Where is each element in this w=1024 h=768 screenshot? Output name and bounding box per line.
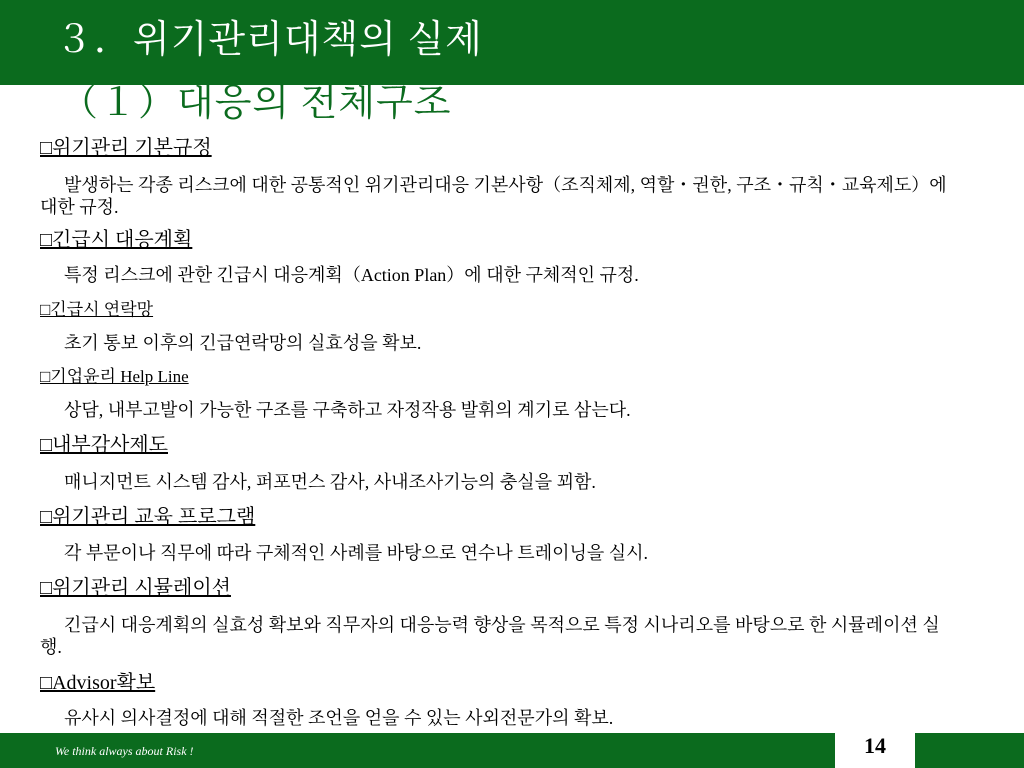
page-number: 14 (864, 733, 886, 758)
section-heading-emergency-plan: □긴급시 대응계획 (40, 229, 193, 251)
section-body-advisor: 유사시 의사결정에 대해 적절한 조언을 얻을 수 있는 사외전문가의 확보. (64, 708, 614, 728)
section-heading-internal-audit: □내부감사제도 (40, 434, 168, 456)
slide-title: ３．위기관리대책의 실제 (55, 19, 483, 61)
section-heading-ethics-helpline: □기업윤리 Help Line (40, 367, 189, 386)
section-body-education-program: 각 부문이나 직무에 따라 구체적인 사례를 바탕으로 연수나 트레이닝을 실시. (64, 543, 649, 563)
section-heading-basic-rules: □위기관리 기본규정 (40, 137, 212, 159)
section-body-simulation: 긴급시 대응계획의 실효성 확보와 직무자의 대응능력 향상을 목적으로 특정 시나리오를 바탕으로 한 시뮬레이션 실행. (40, 615, 940, 657)
section-body-contact-network: 초기 통보 이후의 긴급연락망의 실효성을 확보. (64, 333, 422, 353)
section-heading-contact-network: □긴급시 연락망 (40, 300, 154, 319)
footer-tagline: We think always about Risk ! (55, 744, 194, 758)
section-heading-simulation: □위기관리 시뮬레이션 (40, 577, 231, 599)
section-heading-advisor: □Advisor확보 (40, 672, 156, 694)
section-body-ethics-helpline: 상담, 내부고발이 가능한 구조를 구축하고 자정작용 발휘의 계기로 삼는다. (64, 400, 631, 420)
section-body-internal-audit: 매니지먼트 시스템 감사, 퍼포먼스 감사, 사내조사기능의 충실을 꾀함. (64, 472, 596, 492)
slide-subtitle: （１）대응의 전체구조 (60, 82, 452, 124)
footer-bar-right (915, 733, 1024, 768)
section-body-emergency-plan: 특정 리스크에 관한 긴급시 대응계획（Action Plan）에 대한 구체적인 규정. (64, 265, 639, 285)
section-body-basic-rules: 발생하는 각종 리스크에 대한 공통적인 위기관리대응 기본사항（조직체제, 역할・권한, 구조・규칙・교육제도）에 대한 규정. (40, 175, 947, 217)
section-heading-education-program: □위기관리 교육 프로그램 (40, 506, 256, 528)
